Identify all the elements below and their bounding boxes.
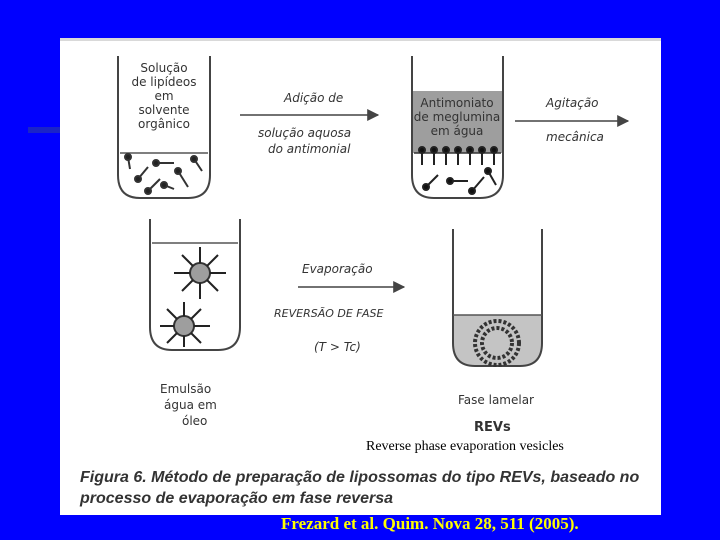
beaker1-label-2: de lipídeos [131, 75, 197, 89]
arrow1-top-label: Adição de [284, 91, 344, 105]
arrow3-bottom-label: (T > Tc) [314, 340, 361, 354]
arrow2-top-label: Agitação [546, 96, 599, 110]
arrow-add-aqueous [240, 91, 378, 156]
figure-panel [60, 38, 661, 515]
beaker3-label-2: água em [164, 398, 217, 412]
beaker1-label-1: Solução [140, 61, 188, 75]
beaker1-label-4: solvente [138, 103, 190, 117]
arrow3-middle-label: REVERSÃO DE FASE [274, 307, 384, 320]
figure-reference: Figura 6. [80, 469, 147, 486]
beaker2-label-3: em água [430, 124, 484, 138]
beaker-aqueous-antimonial [412, 56, 503, 198]
arrow2-bottom-label: mecânica [546, 130, 604, 144]
accent-bar-vertical [28, 127, 34, 133]
arrow1-bottom-label-1: solução aquosa [258, 126, 352, 140]
beaker-lamellar-phase [453, 229, 542, 435]
beaker-lipid-solution [118, 56, 210, 198]
beaker2-label-2: de meglumina [413, 110, 501, 124]
method-diagram [60, 41, 661, 515]
caption-text: Método de preparação de lipossomas do tipo REVs, baseado no processo de evaporação em fase reversa [80, 469, 640, 507]
beaker1-label-3: em [154, 89, 174, 103]
figure-caption [80, 467, 655, 509]
reverse-micelle-2 [160, 302, 210, 347]
arrow3-top-label: Evaporação [302, 262, 373, 276]
beaker4-label: Fase lamelar [458, 393, 534, 407]
beaker3-label-1: Emulsão [160, 382, 212, 396]
arrow-mechanical-agitation [515, 96, 628, 144]
interface-lipids [419, 147, 497, 194]
beaker2-label-1: Antimoniato [420, 96, 494, 110]
lipid-molecules [125, 154, 202, 194]
beaker3-label-3: óleo [182, 414, 208, 428]
citation-footer: Frezard et al. Quim. Nova 28, 511 (2005). [281, 514, 579, 533]
rev-product-label: REVs [474, 420, 511, 435]
diagram-subtitle: Reverse phase evaporation vesicles [366, 439, 564, 454]
reverse-micelle-1 [174, 247, 226, 299]
arrow1-bottom-label-2: do antimonial [268, 142, 351, 156]
beaker-water-in-oil-emulsion [150, 219, 240, 428]
arrow-evaporation [274, 262, 404, 354]
beaker1-label-5: orgânico [138, 117, 190, 131]
